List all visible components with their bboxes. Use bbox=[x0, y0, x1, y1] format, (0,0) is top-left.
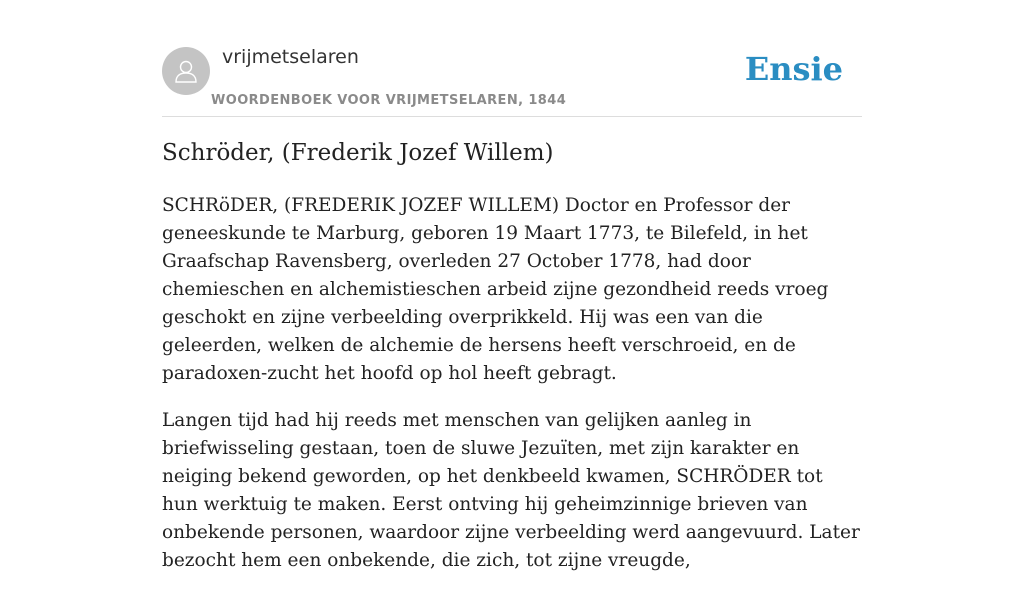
source-label[interactable]: WOORDENBOEK VOOR VRIJMETSELAREN, 1844 bbox=[211, 93, 567, 108]
author-avatar[interactable] bbox=[162, 47, 210, 95]
brand-logo[interactable]: Ensie bbox=[744, 50, 843, 88]
article-header bbox=[162, 0, 862, 117]
paragraph: SCHRöDER, (FREDERIK JOZEF WILLEM) Doctor en Professor der geneeskunde te Marburg, geboren 19 Maart 1773, te Bilefeld, in het Graafschap Ravensberg, overleden 27 October 1778, had door chemieschen en alchemistieschen arbeid zijne gezondheid reeds vroeg geschokt en zijne verbeelding overprikkeld. Hij was een van die geleerden, welken de alchemie de hersens heeft verschroeid, en de paradoxen-zucht het hoofd op hol heeft gebragt. bbox=[162, 195, 829, 384]
article-body bbox=[162, 192, 862, 594]
user-icon bbox=[172, 57, 200, 85]
paragraph: Langen tijd had hij reeds met menschen van gelijken aanleg in briefwisseling gestaan, toen de sluwe Jezuïten, met zijn karakter en neiging bekend geworden, op het denkbeeld kwamen, SCHRÖDER tot hun werktuig te maken. Eerst ontving hij geheimzinnige brieven van onbekende personen, waardoor zijne verbeelding werd aangevuurd. Later bezocht hem een onbekende, die zich, tot zijne vreugde, bbox=[162, 410, 860, 571]
author-name[interactable]: vrijmetselaren bbox=[222, 46, 359, 68]
article-title: Schröder, (Frederik Jozef Willem) bbox=[162, 140, 554, 166]
page-container bbox=[162, 0, 862, 571]
